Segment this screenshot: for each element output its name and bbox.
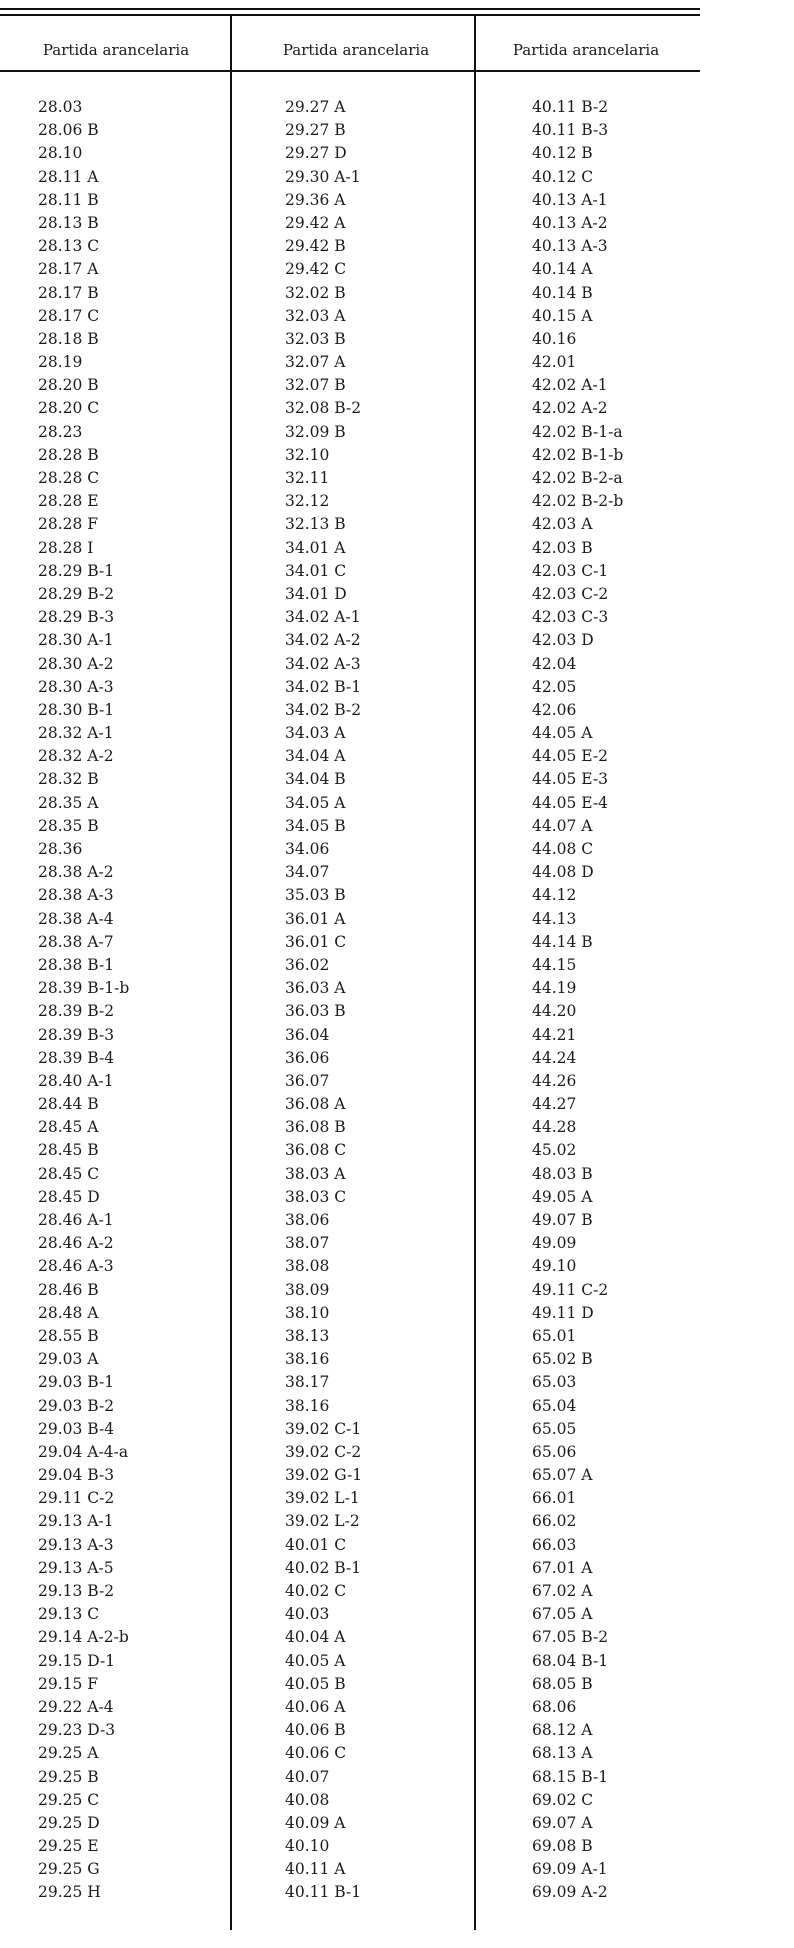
column-header-3: Partida arancelaria <box>512 41 660 59</box>
tariff-code: 44.15 <box>532 955 577 974</box>
tariff-code: 65.04 <box>532 1396 577 1415</box>
top-double-rule-inner <box>0 14 700 16</box>
tariff-code: 38.03 A <box>285 1164 346 1183</box>
tariff-code: 28.45 D <box>38 1187 100 1206</box>
tariff-code: 29.13 A-3 <box>38 1535 114 1554</box>
tariff-code: 32.12 <box>285 492 330 511</box>
tariff-code: 29.25 B <box>38 1767 99 1786</box>
tariff-code: 40.14 B <box>532 283 593 302</box>
tariff-code: 36.08 A <box>285 1095 346 1114</box>
tariff-code: 29.25 D <box>38 1813 100 1832</box>
tariff-code: 40.03 <box>285 1605 330 1624</box>
tariff-code: 42.02 B-2-a <box>532 469 623 487</box>
tariff-code: 28.11 A <box>38 167 99 186</box>
tariff-code: 28.17 A <box>38 260 99 279</box>
tariff-code: 38.07 <box>285 1234 330 1253</box>
tariff-code: 44.20 <box>532 1002 577 1021</box>
tariff-code: 28.03 <box>38 98 83 116</box>
tariff-code: 68.04 B-1 <box>532 1651 609 1670</box>
tariff-code: 28.30 A-3 <box>38 677 114 696</box>
tariff-code: 28.38 A-4 <box>38 909 114 928</box>
tariff-code: 44.24 <box>532 1048 577 1067</box>
tariff-code: 28.29 B-2 <box>38 584 115 603</box>
tariff-code: 36.02 <box>285 955 330 974</box>
tariff-code: 29.23 D-3 <box>38 1721 116 1740</box>
tariff-code: 28.28 B <box>38 445 99 464</box>
tariff-code: 40.11 B-1 <box>285 1883 362 1902</box>
tariff-code: 38.06 <box>285 1211 330 1229</box>
tariff-code: 49.05 A <box>532 1187 593 1206</box>
tariff-code: 28.19 <box>38 353 83 372</box>
tariff-code: 29.25 E <box>38 1837 99 1856</box>
tariff-code: 36.08 B <box>285 1118 346 1137</box>
tariff-code: 36.06 <box>285 1048 330 1067</box>
tariff-code: 29.13 B-2 <box>38 1582 115 1600</box>
tariff-code: 40.14 A <box>532 260 593 279</box>
tariff-code: 28.29 B-1 <box>38 561 115 580</box>
tariff-code: 68.13 A <box>532 1744 593 1763</box>
tariff-code: 42.02 B-1-b <box>532 445 624 464</box>
tariff-code: 69.09 A-2 <box>532 1883 608 1902</box>
tariff-code: 44.21 <box>532 1025 577 1044</box>
tariff-code: 34.05 A <box>285 793 346 812</box>
tariff-code: 28.13 B <box>38 213 99 232</box>
tariff-code: 32.07 A <box>285 353 346 372</box>
tariff-code: 29.15 F <box>38 1674 99 1693</box>
tariff-code: 34.02 B-2 <box>285 700 362 719</box>
tariff-code: 28.20 B <box>38 376 99 395</box>
tariff-code: 40.13 A-2 <box>532 213 608 232</box>
tariff-code: 32.07 B <box>285 376 346 395</box>
tariff-code: 42.05 <box>532 677 577 696</box>
tariff-code: 28.38 A-2 <box>38 863 114 882</box>
tariff-code: 28.45 B <box>38 1141 99 1160</box>
tariff-code: 39.02 L-2 <box>285 1512 360 1531</box>
tariff-code: 29.25 H <box>38 1883 101 1902</box>
tariff-code: 28.17 B <box>38 283 99 302</box>
tariff-code: 69.08 B <box>532 1837 593 1856</box>
tariff-code: 68.05 B <box>532 1674 593 1693</box>
tariff-code: 32.09 B <box>285 422 346 441</box>
tariff-code: 29.14 A-2-b <box>38 1628 129 1647</box>
tariff-code: 66.02 <box>532 1512 577 1531</box>
tariff-code: 67.01 A <box>532 1558 593 1577</box>
tariff-code: 44.07 A <box>532 816 593 835</box>
tariff-code: 39.02 L-1 <box>285 1489 360 1508</box>
tariff-code: 34.07 <box>285 863 330 882</box>
tariff-code: 48.03 B <box>532 1164 593 1183</box>
tariff-code: 38.17 <box>285 1373 330 1392</box>
tariff-code: 40.04 A <box>285 1628 346 1647</box>
tariff-code: 40.05 B <box>285 1674 346 1693</box>
tariff-code: 29.42 B <box>285 237 346 256</box>
tariff-code: 34.04 A <box>285 747 346 766</box>
column-divider-2 <box>474 14 476 1930</box>
header-underline <box>0 70 700 72</box>
tariff-code: 40.15 A <box>532 306 593 325</box>
tariff-code: 36.04 <box>285 1025 330 1044</box>
tariff-code: 36.03 A <box>285 979 346 998</box>
tariff-code: 42.01 <box>532 353 577 372</box>
tariff-code: 28.28 C <box>38 469 100 487</box>
tariff-code: 28.36 <box>38 840 83 858</box>
tariff-code: 40.06 B <box>285 1721 346 1740</box>
tariff-code: 68.12 A <box>532 1721 593 1740</box>
tariff-code: 29.13 A-1 <box>38 1512 114 1531</box>
tariff-code: 44.08 D <box>532 863 594 882</box>
tariff-code: 67.02 A <box>532 1582 593 1600</box>
tariff-code: 44.05 E-4 <box>532 793 609 812</box>
tariff-code: 34.02 A-3 <box>285 654 361 673</box>
tariff-code: 28.39 B-1-b <box>38 979 130 998</box>
tariff-code: 28.46 A-3 <box>38 1257 114 1276</box>
tariff-code: 66.01 <box>532 1489 577 1508</box>
tariff-code: 29.25 C <box>38 1790 100 1809</box>
tariff-code: 49.09 <box>532 1234 577 1253</box>
tariff-code: 40.02 B-1 <box>285 1558 362 1577</box>
tariff-code: 42.06 <box>532 700 577 719</box>
tariff-code: 36.08 C <box>285 1141 347 1160</box>
tariff-code: 28.38 A-7 <box>38 932 114 951</box>
tariff-code: 34.01 D <box>285 584 347 603</box>
tariff-code: 32.03 B <box>285 329 346 348</box>
tariff-code: 42.02 B-1-a <box>532 422 623 441</box>
tariff-code: 38.16 <box>285 1396 330 1415</box>
tariff-code: 65.03 <box>532 1373 577 1392</box>
tariff-code: 34.01 A <box>285 538 346 557</box>
column-header-1: Partida arancelaria <box>42 41 190 59</box>
tariff-code: 40.12 B <box>532 144 593 163</box>
tariff-code: 39.02 G-1 <box>285 1466 363 1485</box>
top-double-rule <box>0 8 700 10</box>
tariff-code: 36.01 A <box>285 909 346 928</box>
tariff-code: 42.03 C-3 <box>532 608 609 627</box>
tariff-code: 28.13 C <box>38 237 100 256</box>
tariff-code: 28.39 B-2 <box>38 1002 115 1021</box>
tariff-code: 44.26 <box>532 1071 577 1090</box>
tariff-code: 40.05 A <box>285 1651 346 1670</box>
tariff-code: 28.11 B <box>38 190 99 209</box>
tariff-code: 40.11 A <box>285 1860 346 1879</box>
tariff-code: 28.46 B <box>38 1280 99 1299</box>
tariff-code: 42.04 <box>532 654 577 673</box>
tariff-code: 44.14 B <box>532 932 593 951</box>
tariff-code: 69.07 A <box>532 1813 593 1832</box>
tariff-column-3 <box>532 96 623 1905</box>
tariff-code: 28.39 B-3 <box>38 1025 115 1044</box>
tariff-code: 29.03 A <box>38 1350 99 1369</box>
tariff-code: 28.44 B <box>38 1095 99 1114</box>
tariff-code: 65.07 A <box>532 1466 593 1485</box>
tariff-code: 40.11 B-3 <box>532 121 609 140</box>
tariff-code: 28.10 <box>38 144 83 163</box>
tariff-code: 40.12 C <box>532 167 594 186</box>
tariff-code: 28.18 B <box>38 329 99 348</box>
tariff-code: 29.03 B-2 <box>38 1396 115 1415</box>
tariff-code: 40.09 A <box>285 1813 346 1832</box>
tariff-column-1 <box>38 96 129 1905</box>
tariff-code: 34.02 A-2 <box>285 631 361 650</box>
tariff-code: 32.13 B <box>285 515 346 534</box>
tariff-code: 28.28 F <box>38 515 99 534</box>
tariff-code: 29.25 G <box>38 1860 100 1879</box>
tariff-code: 28.38 B-1 <box>38 955 115 974</box>
tariff-code: 29.03 B-4 <box>38 1419 115 1438</box>
tariff-code: 40.06 C <box>285 1744 347 1763</box>
tariff-code: 28.35 A <box>38 793 99 812</box>
tariff-code: 34.04 B <box>285 770 346 789</box>
tariff-code: 38.16 <box>285 1350 330 1369</box>
tariff-code: 34.05 B <box>285 816 346 835</box>
tariff-code: 40.01 C <box>285 1535 347 1554</box>
tariff-code: 29.13 A-5 <box>38 1558 114 1577</box>
tariff-code: 36.03 B <box>285 1002 346 1021</box>
tariff-code: 28.30 B-1 <box>38 700 115 719</box>
tariff-code: 28.38 A-3 <box>38 886 114 905</box>
tariff-code: 32.03 A <box>285 306 346 325</box>
tariff-column-2 <box>285 96 362 1905</box>
tariff-code: 34.06 <box>285 840 330 858</box>
tariff-code: 42.02 B-2-b <box>532 492 624 511</box>
tariff-code: 34.03 A <box>285 724 346 743</box>
tariff-code: 28.55 B <box>38 1326 99 1345</box>
tariff-code: 44.19 <box>532 979 577 998</box>
tariff-code: 44.05 E-3 <box>532 770 609 789</box>
tariff-code: 28.32 B <box>38 770 99 789</box>
tariff-code: 40.06 A <box>285 1697 346 1716</box>
tariff-code: 29.42 A <box>285 213 346 232</box>
tariff-code: 29.11 C-2 <box>38 1489 115 1508</box>
tariff-code: 44.27 <box>532 1095 577 1114</box>
tariff-code: 32.11 <box>285 469 330 487</box>
tariff-code: 29.27 B <box>285 121 346 140</box>
tariff-code: 65.02 B <box>532 1350 593 1369</box>
tariff-code: 42.02 A-1 <box>532 376 608 395</box>
tariff-code: 39.02 C-2 <box>285 1442 362 1461</box>
tariff-code: 40.13 A-1 <box>532 190 608 209</box>
tariff-code: 38.08 <box>285 1257 330 1276</box>
tariff-code: 28.32 A-2 <box>38 747 114 766</box>
column-header-2: Partida arancelaria <box>282 41 430 59</box>
tariff-code: 28.06 B <box>38 121 99 140</box>
tariff-code: 68.06 <box>532 1697 577 1716</box>
tariff-code: 32.10 <box>285 445 330 464</box>
tariff-code: 34.02 B-1 <box>285 677 362 696</box>
tariff-code: 65.05 <box>532 1419 577 1438</box>
tariff-code: 44.08 C <box>532 840 594 858</box>
tariff-code: 49.11 C-2 <box>532 1280 609 1299</box>
tariff-code: 65.01 <box>532 1326 577 1345</box>
tariff-code: 28.45 A <box>38 1118 99 1137</box>
tariff-code: 29.03 B-1 <box>38 1373 115 1392</box>
tariff-code: 40.08 <box>285 1790 330 1809</box>
tariff-code: 28.45 C <box>38 1164 100 1183</box>
tariff-code: 28.30 A-2 <box>38 654 114 673</box>
tariff-code: 39.02 C-1 <box>285 1419 362 1438</box>
tariff-code: 36.07 <box>285 1071 330 1090</box>
tariff-code: 40.11 B-2 <box>532 98 609 116</box>
tariff-code: 29.04 A-4-a <box>38 1442 129 1461</box>
tariff-code: 28.28 I <box>38 538 94 557</box>
tariff-code: 45.02 <box>532 1141 577 1160</box>
tariff-code: 28.35 B <box>38 816 99 835</box>
tariff-code: 40.07 <box>285 1767 330 1786</box>
tariff-code: 40.13 A-3 <box>532 237 608 256</box>
tariff-code: 29.15 D-1 <box>38 1651 116 1670</box>
tariff-code: 32.02 B <box>285 283 346 302</box>
tariff-code: 44.05 E-2 <box>532 747 609 766</box>
tariff-code: 29.36 A <box>285 190 346 209</box>
tariff-code: 66.03 <box>532 1535 577 1554</box>
tariff-code: 29.30 A-1 <box>285 167 361 186</box>
tariff-code: 40.02 C <box>285 1582 347 1600</box>
tariff-code: 65.06 <box>532 1442 577 1461</box>
tariff-code: 28.23 <box>38 422 83 441</box>
tariff-code: 29.04 B-3 <box>38 1466 115 1485</box>
tariff-code: 28.20 C <box>38 399 100 418</box>
tariff-code: 28.28 E <box>38 492 99 511</box>
tariff-code: 44.05 A <box>532 724 593 743</box>
tariff-code: 28.17 C <box>38 306 100 325</box>
tariff-code: 28.30 A-1 <box>38 631 114 650</box>
tariff-code: 49.07 B <box>532 1211 593 1229</box>
tariff-code: 34.02 A-1 <box>285 608 361 627</box>
tariff-code: 42.03 C-2 <box>532 584 609 603</box>
tariff-code: 42.03 C-1 <box>532 561 609 580</box>
tariff-code: 28.40 A-1 <box>38 1071 114 1090</box>
column-divider-1 <box>230 14 232 1930</box>
tariff-code: 38.03 C <box>285 1187 347 1206</box>
tariff-code: 67.05 A <box>532 1605 593 1624</box>
tariff-code: 38.09 <box>285 1280 330 1299</box>
tariff-code: 28.29 B-3 <box>38 608 115 627</box>
tariff-code: 29.13 C <box>38 1605 100 1624</box>
tariff-code: 68.15 B-1 <box>532 1767 609 1786</box>
tariff-code: 44.28 <box>532 1118 577 1137</box>
tariff-code: 42.03 B <box>532 538 593 557</box>
tariff-code: 36.01 C <box>285 932 347 951</box>
tariff-code: 28.39 B-4 <box>38 1048 115 1067</box>
tariff-code: 67.05 B-2 <box>532 1628 609 1647</box>
tariff-code: 35.03 B <box>285 886 346 905</box>
tariff-code: 34.01 C <box>285 561 347 580</box>
tariff-code: 29.27 A <box>285 98 346 116</box>
tariff-code: 28.32 A-1 <box>38 724 114 743</box>
tariff-code: 49.10 <box>532 1257 577 1276</box>
tariff-code: 32.08 B-2 <box>285 399 362 418</box>
tariff-code: 28.48 A <box>38 1303 99 1322</box>
tariff-code: 44.13 <box>532 909 577 928</box>
tariff-code: 69.02 C <box>532 1790 594 1809</box>
tariff-code: 28.46 A-2 <box>38 1234 114 1253</box>
tariff-code: 42.03 A <box>532 515 593 534</box>
tariff-code: 69.09 A-1 <box>532 1860 608 1879</box>
tariff-code: 29.42 C <box>285 260 347 279</box>
tariff-code: 42.02 A-2 <box>532 399 608 418</box>
tariff-code: 40.10 <box>285 1837 330 1856</box>
tariff-code: 29.27 D <box>285 144 347 163</box>
tariff-code: 40.16 <box>532 329 577 348</box>
tariff-code: 38.10 <box>285 1303 330 1322</box>
tariff-code: 29.25 A <box>38 1744 99 1763</box>
tariff-code: 49.11 D <box>532 1303 594 1322</box>
tariff-code: 28.46 A-1 <box>38 1211 114 1229</box>
tariff-code: 29.22 A-4 <box>38 1697 114 1716</box>
tariff-code: 42.03 D <box>532 631 594 650</box>
tariff-code: 38.13 <box>285 1326 330 1345</box>
tariff-code: 44.12 <box>532 886 577 905</box>
